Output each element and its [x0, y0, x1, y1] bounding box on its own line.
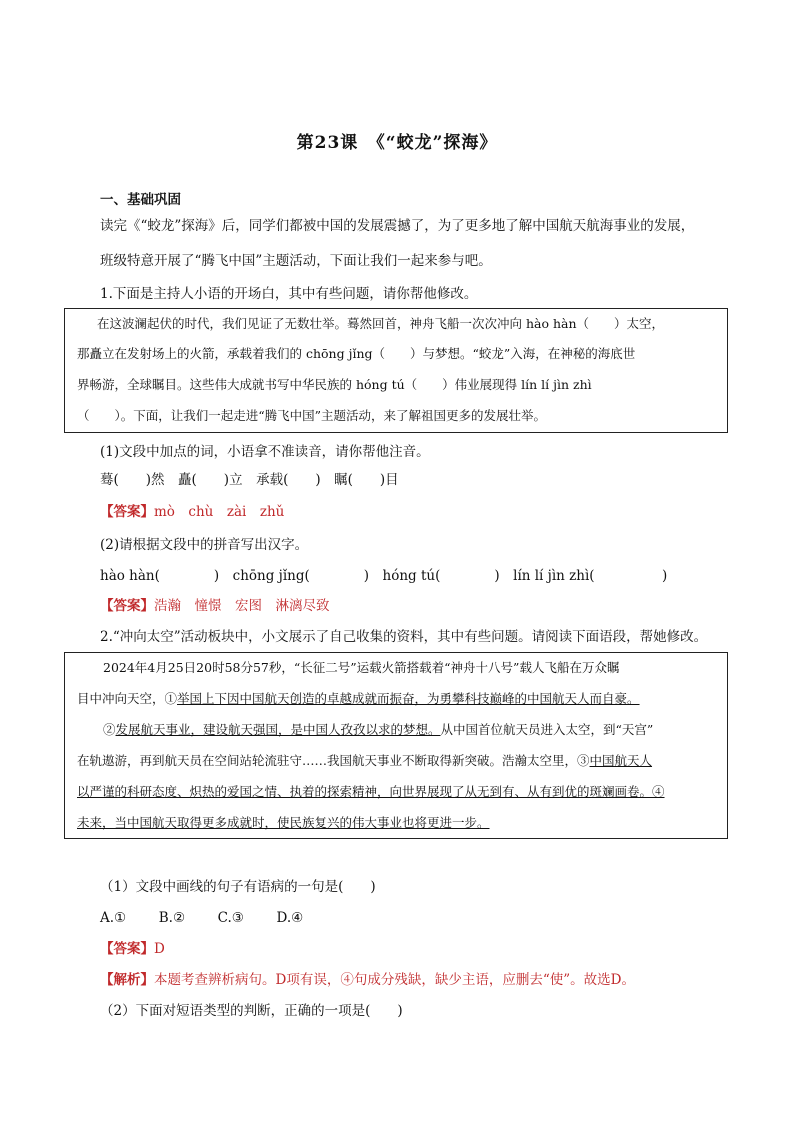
answer-1-1: [100, 502, 284, 522]
underlined-sentence-1: 举国上下因中国航天创造的卓越成就而振奋，为勇攀科技巅峰的中国航天人而自豪。: [177, 691, 640, 706]
question-1-1: (1)文段中加点的词，小语拿不准读音，请你帮他注音。: [100, 444, 430, 460]
analysis-text: 本题考查辨析病句。D项有误，④句成分残缺，缺少主语，应删去“使”。故选D。: [154, 972, 635, 988]
page-title: 第23课 《“蛟龙”探海》: [296, 133, 498, 153]
passage2-line-3: [103, 720, 653, 740]
option-b: B.②: [158, 910, 186, 926]
answer-1-2: [100, 596, 330, 616]
passage2-text: 在轨遨游，再到航天员在空间站轮流驻守……我国航天事业不断取得新突破。浩瀚太空里，③: [77, 753, 590, 768]
passage2-line-4: [77, 751, 652, 771]
passage1-line-4: （ ）。下面，让我们一起走进“腾飞中国”主题活动，来了解祖国更多的发展壮举。: [77, 408, 547, 423]
passage1-line-2: 那矗立在发射场上的火箭，承载着我们的 chōng jǐng（ ）与梦想。“蛟龙”入海，在神秘的海底世: [77, 346, 636, 361]
question-2: 2.“冲向太空”活动板块中，小文展示了自己收集的资料，其中有些问题。请阅读下面语段，帮她修改。: [100, 629, 708, 645]
answer-text: 浩瀚 憧憬 宏图 淋漓尽致: [154, 598, 330, 614]
question-2-2: （2）下面对短语类型的判断，正确的一项是( ): [100, 1003, 403, 1019]
underlined-sentence-3: 中国航天人: [589, 753, 653, 768]
passage2-text: 目中冲向天空，①: [77, 691, 178, 706]
question-1-1-items: 蓦( )然 矗( )立 承载( ) 瞩( )目: [100, 472, 399, 488]
passage2-line-2: [77, 689, 640, 709]
option-d: D.④: [276, 910, 304, 926]
question-1-2-items: hào hàn( ) chōng jǐng( ) hóng tú( ) lín lí jìn zhì( ): [100, 568, 668, 584]
answer-tag: 【答案】: [100, 504, 154, 520]
section-heading: 一、基础巩固: [100, 192, 181, 208]
answer-tag: 【答案】: [100, 598, 154, 614]
option-c: C.③: [217, 910, 244, 926]
passage2-line-5: 以严谨的科研态度、炽热的爱国之情、执着的探索精神，向世界展现了从无到有、从有到优的斑斓画卷。④: [77, 784, 665, 799]
intro-line-1: 读完《“蛟龙”探海》后，同学们都被中国的发展震撼了，为了更多地了解中国航天航海事业的发展，: [100, 218, 695, 234]
analysis-2-1: [100, 970, 635, 990]
passage-box-2: [64, 652, 728, 839]
intro-line-2: 班级特意开展了“腾飞中国”主题活动，下面让我们一起来参与吧。: [100, 253, 492, 269]
passage2-line-1: 2024年4月25日20时58分57秒，“长征二号”运载火箭搭载着“神舟十八号”载人飞船在万众瞩: [103, 660, 620, 675]
analysis-tag: 【解析】: [100, 972, 154, 988]
passage2-text: 从中国首位航天员进入太空，到“天宫”: [440, 722, 654, 737]
question-1-2: (2)请根据文段中的拼音写出汉字。: [100, 537, 309, 553]
question-1: 1.下面是主持人小语的开场白，其中有些问题，请你帮他修改。: [100, 286, 478, 302]
passage-box-1: [64, 308, 728, 433]
question-2-1-options: [100, 908, 303, 928]
option-a: A.①: [100, 910, 127, 926]
passage1-line-3: 界畅游，全球瞩目。这些伟大成就书写中华民族的 hóng tú（ ）伟业展现得 lín lí jìn zhì: [77, 377, 592, 392]
passage1-line-1: 在这波澜起伏的时代，我们见证了无数壮举。蓦然回首，神舟飞船一次次冲向 hào hàn（ ）太空，: [97, 316, 665, 331]
answer-2-1: [100, 939, 165, 959]
answer-text: D: [154, 941, 165, 957]
answer-tag: 【答案】: [100, 941, 154, 957]
passage2-line-6: 未来，当中国航天取得更多成就时，使民族复兴的伟大事业也将更进一步。: [77, 815, 490, 830]
underlined-sentence-2: 发展航天事业，建设航天强国，是中国人孜孜以求的梦想。: [115, 722, 441, 737]
answer-text: mò chù zài zhǔ: [154, 504, 285, 520]
passage2-text: ②: [103, 722, 116, 737]
question-2-1: （1）文段中画线的句子有语病的一句是( ): [100, 879, 376, 895]
